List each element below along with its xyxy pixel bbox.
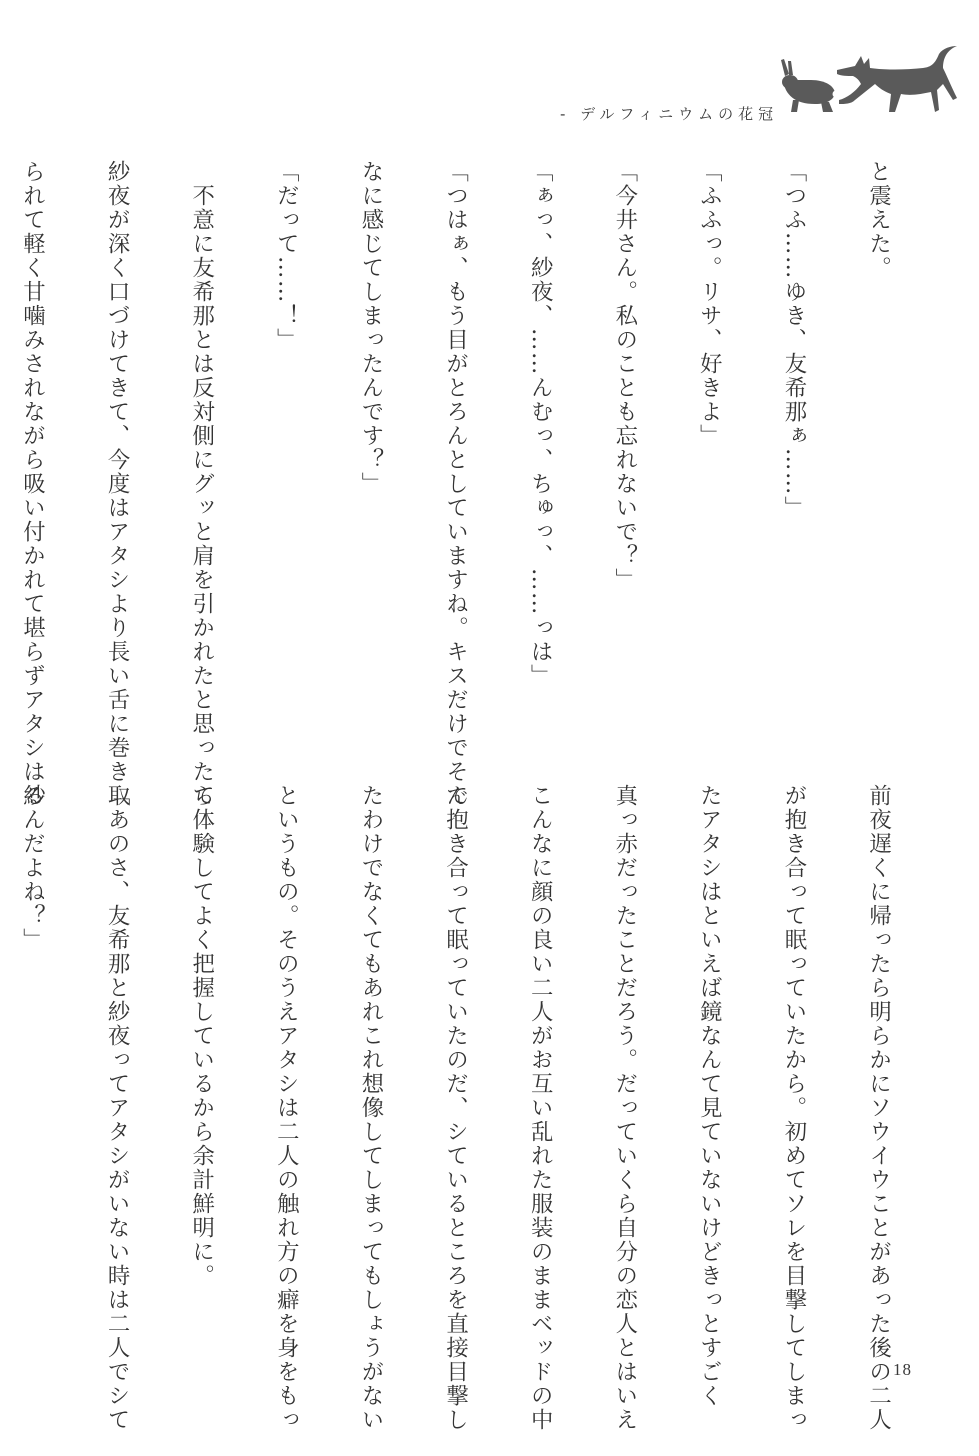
text-line: 「つふ……ゆき、友希那ぁ……」 (780, 160, 807, 520)
text-line: 前夜遅くに帰ったら明らかにソウイウことがあった後の二人 (865, 784, 892, 1432)
text-line: が抱き合って眠っていたから。初めてソレを目撃してしまっ (780, 784, 807, 1432)
text-line: で抱き合って眠っていたのだ、シているところを直接目撃し (442, 784, 469, 1432)
top-text-block (0, 160, 949, 808)
text-line: 「あのさ、友希那と紗夜ってアタシがいない時は二人でシて (104, 784, 131, 1432)
text-line: 「ぁっ、紗夜、……んむっ、ちゅっ、……っは」 (527, 160, 554, 688)
text-line: というもの。そのうえアタシは二人の触れ方の癖を身をもっ (273, 784, 300, 1432)
text-line: たアタシはといえば鏡なんて見ていないけどきっとすごく (696, 784, 723, 1408)
text-line: 「だって……！」 (273, 160, 300, 352)
text-line: て体験してよく把握しているから余計鮮明に。 (188, 784, 215, 1288)
text-line: 真っ赤だったことだろう。だっていくら自分の恋人とはいえ (611, 784, 638, 1432)
text-line: 不意に友希那とは反対側にグッと肩を引かれたと思ったら (188, 160, 215, 808)
text-line: 「つはぁ、もう目がとろんとしていますね。キスだけでそん (442, 160, 469, 808)
text-line: られて軽く甘噛みされながら吸い付かれて堪らずアタシは紗 (19, 160, 46, 808)
rabbit-and-wolf-illustration-icon (775, 40, 965, 125)
running-header-title: - デルフィニウムの花冠 (560, 105, 779, 123)
text-line: たわけでなくてもあれこれ想像してしまってもしょうがない (357, 784, 384, 1432)
text-line: こんなに顔の良い二人がお互い乱れた服装のままベッドの中 (527, 784, 554, 1432)
text-line: なに感じてしまったんです？」 (357, 160, 384, 496)
text-line: 「今井さん。私のことも忘れないで？」 (611, 160, 638, 592)
text-line: 紗夜が深く口づけてきて、今度はアタシより長い舌に巻き取 (104, 160, 131, 808)
text-line: と震えた。 (865, 160, 892, 280)
page-number: 18 (893, 1360, 912, 1379)
text-line: 「ふふっ。リサ、好きよ」 (696, 160, 723, 448)
text-line: るんだよね？」 (19, 784, 46, 952)
